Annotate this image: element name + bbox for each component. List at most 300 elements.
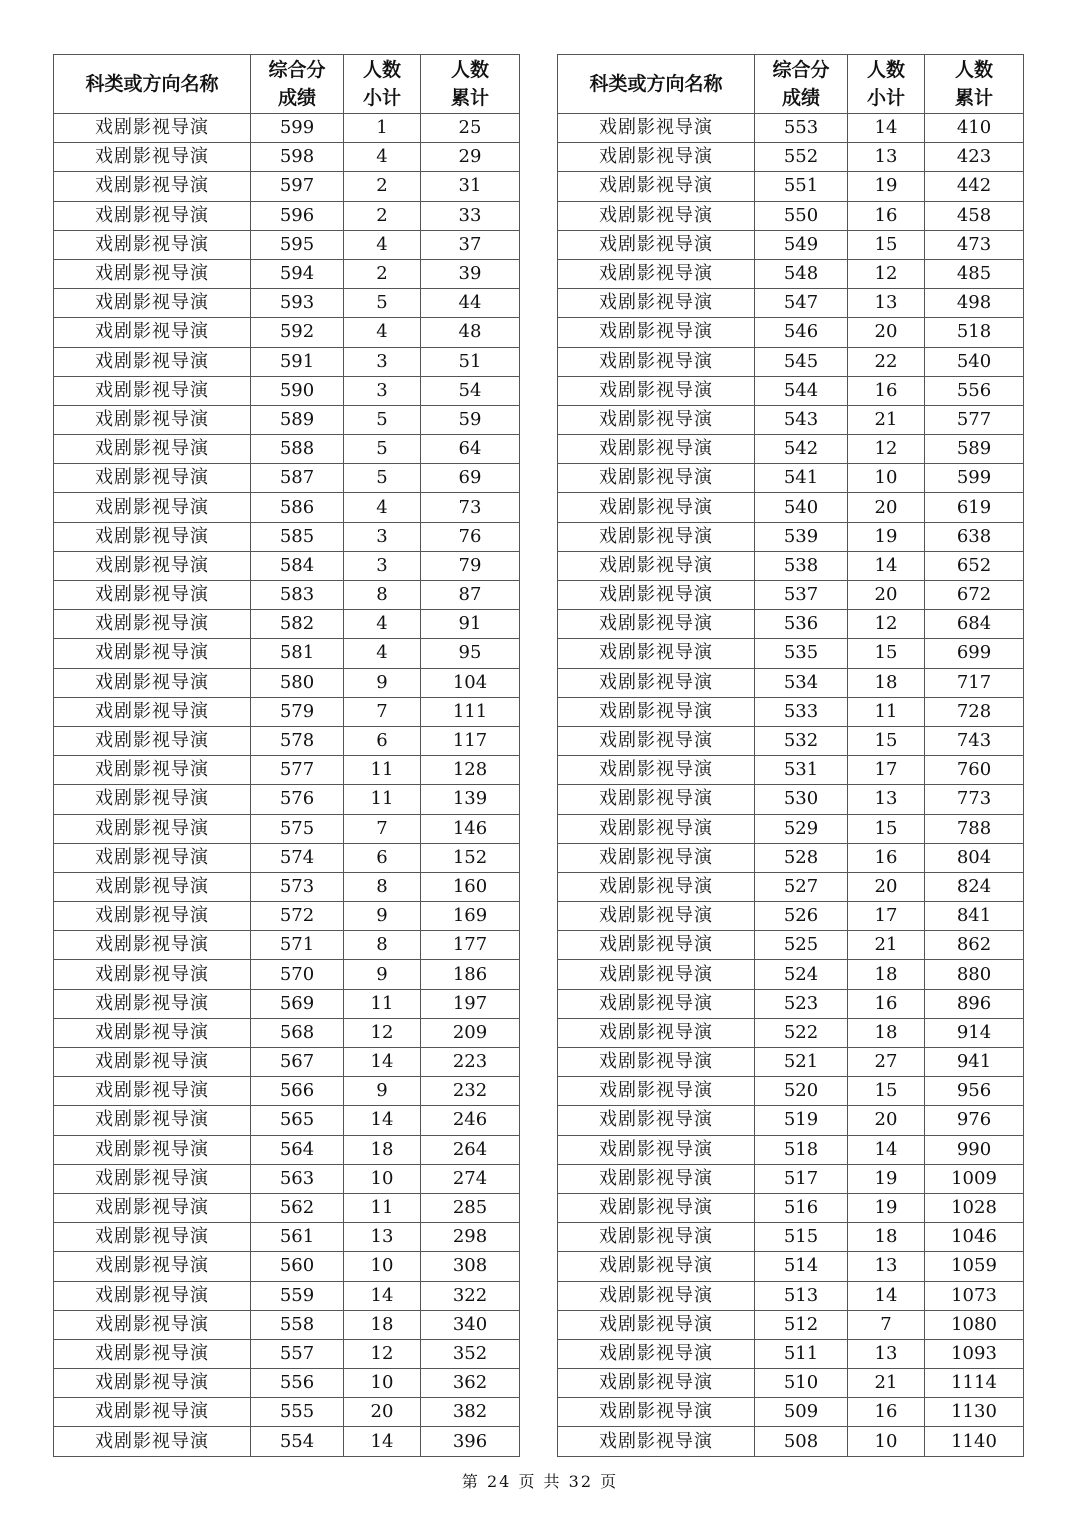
cumulative-cell: 79 [421,551,520,580]
score-cell: 550 [755,201,848,230]
header-count: 人数 小计 [848,55,925,114]
score-cell: 597 [251,172,344,201]
category-cell: 戏剧影视导演 [558,172,755,201]
cumulative-cell: 209 [421,1018,520,1047]
score-cell: 587 [251,464,344,493]
count-cell: 12 [848,435,925,464]
category-cell: 戏剧影视导演 [54,435,251,464]
count-cell: 16 [848,843,925,872]
score-cell: 520 [755,1077,848,1106]
score-cell: 552 [755,143,848,172]
score-cell: 534 [755,668,848,697]
cumulative-cell: 1093 [925,1339,1024,1368]
score-cell: 564 [251,1135,344,1164]
category-cell: 戏剧影视导演 [558,1164,755,1193]
category-cell: 戏剧影视导演 [558,1369,755,1398]
category-cell: 戏剧影视导演 [558,639,755,668]
cumulative-cell: 619 [925,493,1024,522]
count-cell: 12 [344,1339,421,1368]
cumulative-cell: 410 [925,114,1024,143]
count-cell: 6 [344,843,421,872]
count-cell: 3 [344,551,421,580]
table-row [558,989,1024,1018]
score-cell: 546 [755,318,848,347]
cumulative-cell: 76 [421,522,520,551]
table-row [54,1164,520,1193]
score-cell: 590 [251,376,344,405]
cumulative-cell: 33 [421,201,520,230]
cumulative-cell: 382 [421,1398,520,1427]
table-row [558,201,1024,230]
table-row [558,1281,1024,1310]
table-row [54,581,520,610]
score-cell: 512 [755,1310,848,1339]
cumulative-cell: 51 [421,347,520,376]
header-category: 科类或方向名称 [558,55,755,114]
cumulative-cell: 117 [421,726,520,755]
category-cell: 戏剧影视导演 [558,814,755,843]
score-cell: 582 [251,610,344,639]
category-cell: 戏剧影视导演 [558,376,755,405]
category-cell: 戏剧影视导演 [54,581,251,610]
cumulative-cell: 896 [925,989,1024,1018]
count-cell: 20 [848,318,925,347]
table-row [54,931,520,960]
category-cell: 戏剧影视导演 [558,726,755,755]
table-row [558,1018,1024,1047]
count-cell: 13 [848,289,925,318]
score-cell: 553 [755,114,848,143]
table-row [558,1164,1024,1193]
category-cell: 戏剧影视导演 [54,843,251,872]
category-cell: 戏剧影视导演 [558,1252,755,1281]
category-cell: 戏剧影视导演 [54,1048,251,1077]
table-row [558,581,1024,610]
count-cell: 15 [848,814,925,843]
score-cell: 581 [251,639,344,668]
category-cell: 戏剧影视导演 [54,230,251,259]
category-cell: 戏剧影视导演 [558,551,755,580]
score-cell: 530 [755,785,848,814]
cumulative-cell: 274 [421,1164,520,1193]
score-cell: 593 [251,289,344,318]
category-cell: 戏剧影视导演 [54,405,251,434]
cumulative-cell: 1028 [925,1193,1024,1222]
cumulative-cell: 139 [421,785,520,814]
table-row [54,1398,520,1427]
category-cell: 戏剧影视导演 [558,230,755,259]
count-cell: 20 [344,1398,421,1427]
category-cell: 戏剧影视导演 [558,493,755,522]
count-cell: 14 [848,114,925,143]
score-cell: 525 [755,931,848,960]
count-cell: 21 [848,405,925,434]
cumulative-cell: 186 [421,960,520,989]
cumulative-cell: 352 [421,1339,520,1368]
table-row [558,1223,1024,1252]
table-row [558,668,1024,697]
category-cell: 戏剧影视导演 [54,960,251,989]
count-cell: 4 [344,610,421,639]
category-cell: 戏剧影视导演 [54,289,251,318]
score-cell: 578 [251,726,344,755]
category-cell: 戏剧影视导演 [54,1193,251,1222]
cumulative-cell: 152 [421,843,520,872]
category-cell: 戏剧影视导演 [558,581,755,610]
score-cell: 540 [755,493,848,522]
cumulative-cell: 760 [925,756,1024,785]
score-cell: 556 [251,1369,344,1398]
count-cell: 20 [848,581,925,610]
score-cell: 537 [755,581,848,610]
score-cell: 586 [251,493,344,522]
category-cell: 戏剧影视导演 [558,347,755,376]
category-cell: 戏剧影视导演 [54,1398,251,1427]
cumulative-cell: 396 [421,1427,520,1456]
score-cell: 575 [251,814,344,843]
category-cell: 戏剧影视导演 [558,464,755,493]
table-row [54,172,520,201]
cumulative-cell: 44 [421,289,520,318]
cumulative-cell: 442 [925,172,1024,201]
category-cell: 戏剧影视导演 [558,785,755,814]
category-cell: 戏剧影视导演 [54,1135,251,1164]
cumulative-cell: 169 [421,902,520,931]
table-row [558,1193,1024,1222]
cumulative-cell: 25 [421,114,520,143]
category-cell: 戏剧影视导演 [558,1018,755,1047]
count-cell: 14 [344,1048,421,1077]
table-row [54,289,520,318]
table-row [54,464,520,493]
score-table-right [557,54,1024,1457]
score-cell: 518 [755,1135,848,1164]
count-cell: 5 [344,405,421,434]
score-cell: 565 [251,1106,344,1135]
count-cell: 2 [344,172,421,201]
table-row [558,639,1024,668]
count-cell: 8 [344,581,421,610]
table-row [54,610,520,639]
cumulative-cell: 473 [925,230,1024,259]
count-cell: 11 [344,785,421,814]
count-cell: 9 [344,960,421,989]
score-cell: 533 [755,697,848,726]
category-cell: 戏剧影视导演 [54,201,251,230]
score-cell: 554 [251,1427,344,1456]
count-cell: 1 [344,114,421,143]
count-cell: 14 [848,1281,925,1310]
score-cell: 519 [755,1106,848,1135]
score-cell: 543 [755,405,848,434]
table-row [558,1048,1024,1077]
table-row [54,1048,520,1077]
score-cell: 559 [251,1281,344,1310]
score-cell: 509 [755,1398,848,1427]
category-cell: 戏剧影视导演 [54,1106,251,1135]
score-cell: 539 [755,522,848,551]
count-cell: 13 [848,785,925,814]
count-cell: 13 [848,143,925,172]
category-cell: 戏剧影视导演 [54,902,251,931]
table-row [54,960,520,989]
cumulative-cell: 87 [421,581,520,610]
count-cell: 27 [848,1048,925,1077]
count-cell: 2 [344,259,421,288]
table-row [54,785,520,814]
count-cell: 5 [344,289,421,318]
score-cell: 545 [755,347,848,376]
cumulative-cell: 340 [421,1310,520,1339]
cumulative-cell: 1130 [925,1398,1024,1427]
count-cell: 10 [344,1252,421,1281]
score-cell: 580 [251,668,344,697]
category-cell: 戏剧影视导演 [558,1135,755,1164]
count-cell: 10 [344,1164,421,1193]
cumulative-cell: 39 [421,259,520,288]
count-cell: 4 [344,318,421,347]
category-cell: 戏剧影视导演 [54,668,251,697]
cumulative-cell: 518 [925,318,1024,347]
table-row [54,814,520,843]
score-cell: 567 [251,1048,344,1077]
category-cell: 戏剧影视导演 [54,376,251,405]
count-cell: 8 [344,872,421,901]
category-cell: 戏剧影视导演 [558,697,755,726]
score-cell: 592 [251,318,344,347]
count-cell: 11 [344,756,421,785]
category-cell: 戏剧影视导演 [558,201,755,230]
category-cell: 戏剧影视导演 [54,785,251,814]
cumulative-cell: 599 [925,464,1024,493]
table-row [558,172,1024,201]
score-cell: 531 [755,756,848,785]
count-cell: 4 [344,639,421,668]
cumulative-cell: 146 [421,814,520,843]
category-cell: 戏剧影视导演 [558,843,755,872]
score-cell: 542 [755,435,848,464]
score-cell: 547 [755,289,848,318]
score-cell: 557 [251,1339,344,1368]
cumulative-cell: 111 [421,697,520,726]
category-cell: 戏剧影视导演 [558,435,755,464]
cumulative-cell: 1046 [925,1223,1024,1252]
table-row [558,114,1024,143]
count-cell: 12 [848,610,925,639]
cumulative-cell: 672 [925,581,1024,610]
count-cell: 14 [344,1106,421,1135]
count-cell: 15 [848,1077,925,1106]
count-cell: 12 [344,1018,421,1047]
category-cell: 戏剧影视导演 [54,1310,251,1339]
cumulative-cell: 717 [925,668,1024,697]
table-row [558,289,1024,318]
count-cell: 4 [344,493,421,522]
category-cell: 戏剧影视导演 [558,1281,755,1310]
count-cell: 19 [848,522,925,551]
score-cell: 541 [755,464,848,493]
category-cell: 戏剧影视导演 [558,259,755,288]
table-row [558,610,1024,639]
table-row [558,726,1024,755]
header-cumulative: 人数 累计 [421,55,520,114]
category-cell: 戏剧影视导演 [54,1252,251,1281]
count-cell: 18 [848,1223,925,1252]
count-cell: 18 [848,960,925,989]
cumulative-cell: 941 [925,1048,1024,1077]
table-row [558,435,1024,464]
category-cell: 戏剧影视导演 [558,1339,755,1368]
cumulative-cell: 956 [925,1077,1024,1106]
category-cell: 戏剧影视导演 [54,697,251,726]
count-cell: 22 [848,347,925,376]
count-cell: 20 [848,872,925,901]
table-row [54,551,520,580]
count-cell: 7 [848,1310,925,1339]
category-cell: 戏剧影视导演 [558,143,755,172]
table-row [54,756,520,785]
header-score: 综合分 成绩 [755,55,848,114]
category-cell: 戏剧影视导演 [558,405,755,434]
score-cell: 561 [251,1223,344,1252]
category-cell: 戏剧影视导演 [54,1339,251,1368]
cumulative-cell: 556 [925,376,1024,405]
cumulative-cell: 1073 [925,1281,1024,1310]
table-row [54,405,520,434]
table-row [558,697,1024,726]
table-row [54,1310,520,1339]
header-count: 人数 小计 [344,55,421,114]
header-row [558,55,1024,114]
table-row [558,960,1024,989]
table-row [558,522,1024,551]
count-cell: 9 [344,1077,421,1106]
category-cell: 戏剧影视导演 [558,318,755,347]
cumulative-cell: 638 [925,522,1024,551]
category-cell: 戏剧影视导演 [54,989,251,1018]
cumulative-cell: 160 [421,872,520,901]
score-cell: 527 [755,872,848,901]
score-cell: 515 [755,1223,848,1252]
score-cell: 562 [251,1193,344,1222]
count-cell: 20 [848,493,925,522]
table-row [54,435,520,464]
cumulative-cell: 1009 [925,1164,1024,1193]
category-cell: 戏剧影视导演 [558,872,755,901]
score-cell: 583 [251,581,344,610]
header-cumulative: 人数 累计 [925,55,1024,114]
table-row [558,259,1024,288]
table-row [54,902,520,931]
count-cell: 2 [344,201,421,230]
category-cell: 戏剧影视导演 [558,960,755,989]
cumulative-cell: 841 [925,902,1024,931]
table-row [54,522,520,551]
cumulative-cell: 728 [925,697,1024,726]
count-cell: 15 [848,639,925,668]
table-row [54,376,520,405]
cumulative-cell: 1140 [925,1427,1024,1456]
table-row [558,1135,1024,1164]
count-cell: 11 [848,697,925,726]
count-cell: 15 [848,230,925,259]
table-row [54,493,520,522]
count-cell: 15 [848,726,925,755]
score-cell: 513 [755,1281,848,1310]
category-cell: 戏剧影视导演 [54,1018,251,1047]
category-cell: 戏剧影视导演 [558,668,755,697]
score-cell: 588 [251,435,344,464]
count-cell: 10 [344,1369,421,1398]
count-cell: 21 [848,1369,925,1398]
count-cell: 4 [344,230,421,259]
category-cell: 戏剧影视导演 [54,143,251,172]
table-row [54,1077,520,1106]
table-row [54,347,520,376]
category-cell: 戏剧影视导演 [558,1106,755,1135]
cumulative-cell: 824 [925,872,1024,901]
table-row [558,843,1024,872]
table-row [54,143,520,172]
cumulative-cell: 652 [925,551,1024,580]
score-cell: 589 [251,405,344,434]
table-row [558,1398,1024,1427]
table-row [558,493,1024,522]
table-row [54,872,520,901]
cumulative-cell: 48 [421,318,520,347]
score-cell: 569 [251,989,344,1018]
category-cell: 戏剧影视导演 [54,259,251,288]
cumulative-cell: 197 [421,989,520,1018]
score-cell: 563 [251,1164,344,1193]
score-cell: 591 [251,347,344,376]
table-row [558,872,1024,901]
score-cell: 523 [755,989,848,1018]
table-row [54,726,520,755]
cumulative-cell: 862 [925,931,1024,960]
score-table-left [53,54,520,1457]
cumulative-cell: 485 [925,259,1024,288]
table-row [54,843,520,872]
cumulative-cell: 104 [421,668,520,697]
score-cell: 526 [755,902,848,931]
count-cell: 5 [344,464,421,493]
cumulative-cell: 246 [421,1106,520,1135]
table-row [54,1223,520,1252]
count-cell: 11 [344,989,421,1018]
count-cell: 13 [344,1223,421,1252]
table-row [54,1339,520,1368]
table-row [558,931,1024,960]
count-cell: 21 [848,931,925,960]
score-cell: 571 [251,931,344,960]
category-cell: 戏剧影视导演 [54,1427,251,1456]
count-cell: 10 [848,464,925,493]
table-row [558,1427,1024,1456]
count-cell: 11 [344,1193,421,1222]
count-cell: 16 [848,376,925,405]
category-cell: 戏剧影视导演 [558,989,755,1018]
cumulative-cell: 423 [925,143,1024,172]
table-row [54,1106,520,1135]
table-row [558,551,1024,580]
category-cell: 戏剧影视导演 [558,1193,755,1222]
cumulative-cell: 540 [925,347,1024,376]
score-cell: 551 [755,172,848,201]
cumulative-cell: 37 [421,230,520,259]
category-cell: 戏剧影视导演 [558,1310,755,1339]
count-cell: 7 [344,697,421,726]
